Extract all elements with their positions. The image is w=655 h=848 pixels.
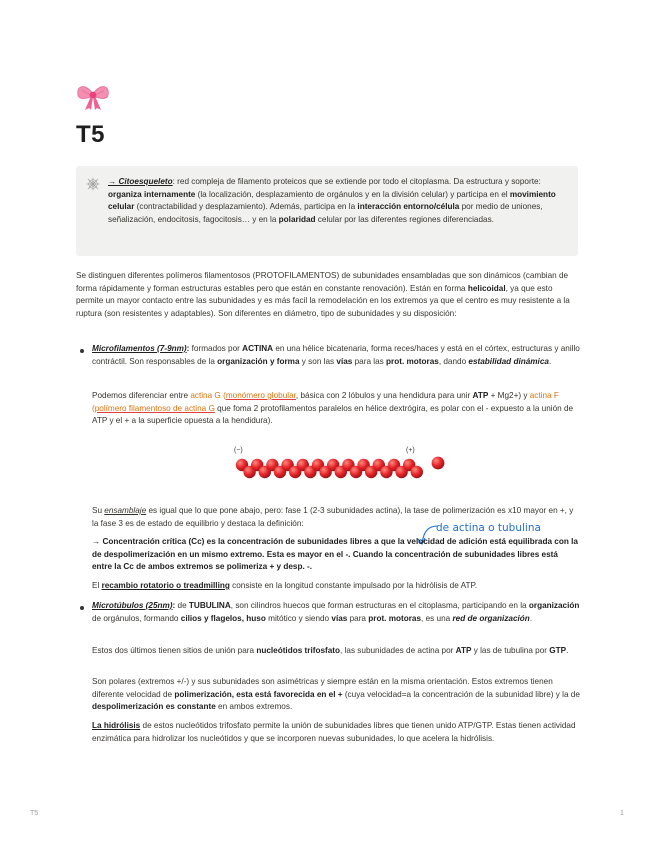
callout-text: → Citoesqueleto: red compleja de filamento proteicos que se extiende por todo el citoplasma. Da estructura y soporte: organiza internamente (la localización, desplazamiento de orgánulos y en la división celular) y participa en el movimiento celular (contractabilidad y desplazamiento). Además, participa en la interacción entorno/célula por medio de uniones, señalización, endocitosis, fagocitosis… y en la polaridad celular por las diferentes regiones diferenciadas.: [108, 177, 556, 224]
polares-paragraph: Son polares (extremos +/-) y sus subunidades son asimétricas y siempre están en la misma orientación. Estos extremos tienen diferente velocidad de polimerización, esta está favorecida en el + (cuya velocidad=a la concentración de la subunidad libre) y la de despolimerización es constante en ambos extremos.: [92, 677, 580, 712]
actina-paragraph: Podemos diferenciar entre actina G (monómero globular, básica con 2 lóbulos y una hendidura para unir ATP + Mg2+) y actina F (polímero filamentoso de actina G que foma 2 protofilamentos paralelos en hélice dextrógira, es polar con el - expuesto a la unión de ATP y el + a la superficie opuesta a la hendidura).: [92, 391, 574, 426]
plus-end-label: (+): [406, 447, 415, 454]
bullet-dot: [80, 606, 84, 610]
bullet-dot: [80, 349, 84, 353]
footer-title: T5: [30, 810, 39, 817]
microtubulos-item: Microtúbulos (25nm): de TUBULINA, son cilindros huecos que forman estructuras en el citoplasma, participando en la organización de orgánulos, formando cilios y flagelos, huso mitótico y siendo vías para prot. motoras, es una red de organización.: [92, 601, 580, 623]
handwritten-note: de actina o tubulina: [436, 522, 541, 534]
spiderweb-icon: [86, 177, 100, 191]
callout-citoesqueleto: [76, 166, 578, 256]
actin-monomer: [432, 457, 445, 470]
hidrolisis-paragraph: La hidrólisis de estos nucleótidos trifosfato permite la unión de subunidades libres que tienen unido ATP/GTP. Estas tienen actividad enzimática para hidrolizar los nucleótidos y que se incorporen nuevas subunidades, lo que acelera la hidrólisis.: [92, 721, 576, 743]
intro-paragraph: Se distinguen diferentes polímeros filamentosos (PROTOFILAMENTOS) de subunidades ensambladas que son dinámicos (cambian de forma rápidamente y forman estructuras estables pero que están en constante renovación). Están en forma helicoidal, ya que esto permite un mayor contacto entre las subunidades y es más facil la remodelación en los extremos ya que el centro es muy resistente a la ruptura (son resistentes y adaptables). Son diferentes en diámetro, tipo de subunidades y su disposición:: [76, 271, 570, 318]
actin-filament-illustration: [228, 441, 452, 483]
ribbon-bow-icon: [76, 83, 110, 111]
minus-end-label: (−): [234, 447, 243, 454]
ensamblaje-paragraph: Su ensamblaje es igual que lo que pone abajo, pero: fase 1 (2-3 subunidades actina), la tase de polimerización es x10 mayor en +, y la fase 3 es de estado de equilibrio y destaca la definición:: [92, 506, 574, 528]
page-number: 1: [620, 810, 624, 817]
actin-monomer: [411, 466, 423, 478]
recambio-paragraph: El recambio rotatorio o treadmilling consiste en la longitud constante impulsado por la hidrólisis de ATP.: [92, 581, 478, 590]
page-title: T5: [76, 121, 106, 148]
sitios-union-paragraph: Estos dos últimos tienen sitios de unión para nucleótidos trifosfato, las subunidades de actina por ATP y las de tubulina por GTP.: [92, 646, 569, 655]
microfilamentos-item: Microfilamentos (7-9nm): formados por ACTINA en una hélice bicatenaria, forma reces/haces y está en el córtex, estructuras y anillo contráctil. Son responsables de la organización y forma y son las vías para las prot. motoras, dando estabilidad dinámica.: [92, 344, 580, 366]
concentracion-critica-paragraph: → Concentración crítica (Cc) es la concentración de subunidades libres a que la velocidad de adición está equilibrada con la de despolimerización en un mismo extremo. Esta es mayor en el -. Cuando la concentración de subunidades libres está entre la Cc de ambos extremos se polimeriza + y desp. -.: [92, 537, 578, 572]
